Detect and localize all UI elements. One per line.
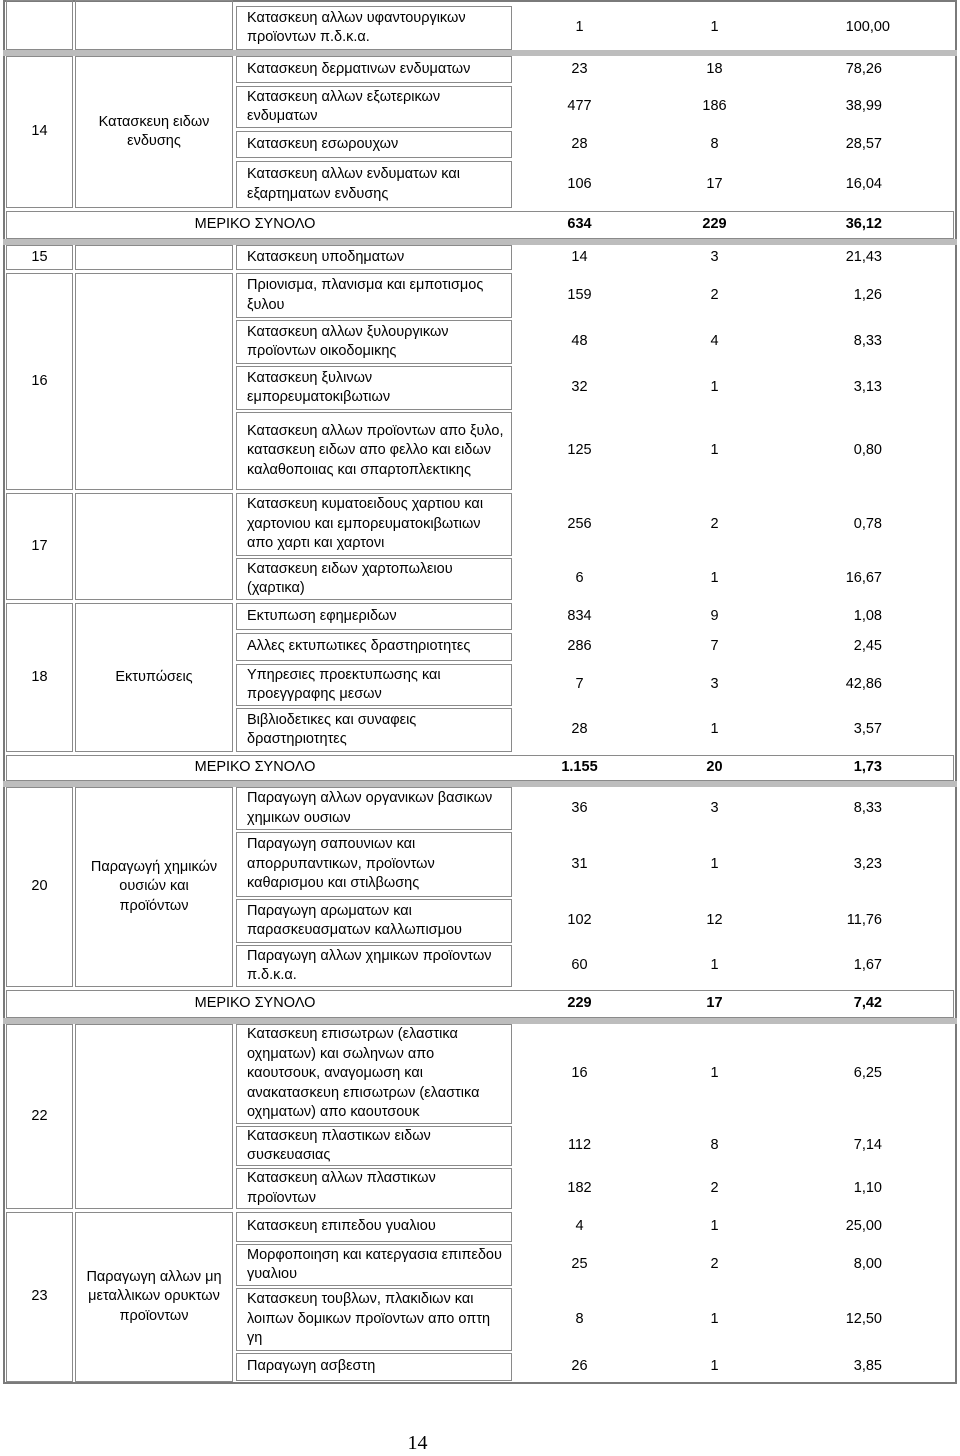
- value-percent: 78,26: [845, 60, 882, 77]
- subtotal-a: 634: [567, 216, 592, 233]
- activity-description: Κατασκευη αλλων ξυλουργικων προϊοντων οικοδομικης: [236, 320, 512, 364]
- page-number: 14: [407, 1432, 428, 1454]
- group-name: Κατασκευη ειδων ενδυσης: [75, 56, 233, 208]
- activity-description: Υπηρεσιες προεκτυπωσης και προεγγραφης μεσων: [236, 664, 512, 706]
- value-percent: 3,23: [853, 855, 882, 872]
- value-a: 4: [575, 1218, 584, 1235]
- group-code-cell: [6, 0, 73, 50]
- subtotal-b: 20: [706, 759, 723, 776]
- value-b: 7: [710, 638, 719, 655]
- value-a: 32: [571, 379, 588, 396]
- subtotal-percent: 36,12: [845, 216, 882, 233]
- subtotal-label: ΜΕΡΙΚΟ ΣΥΝΟΛΟ: [194, 759, 316, 776]
- value-percent: 8,00: [853, 1256, 882, 1273]
- value-b: 1: [710, 442, 719, 459]
- activity-description: Παραγωγη αλλων χημικων προϊοντων π.δ.κ.α.: [236, 945, 512, 987]
- value-percent: 7,14: [853, 1137, 882, 1154]
- value-b: 2: [710, 1256, 719, 1273]
- value-percent: 1,08: [853, 607, 882, 624]
- subtotal-b: 17: [706, 995, 723, 1012]
- value-a: 48: [571, 333, 588, 350]
- value-percent: 28,57: [845, 135, 882, 152]
- value-b: 18: [706, 60, 723, 77]
- group-name-cell: [75, 273, 233, 490]
- subtotal-label: ΜΕΡΙΚΟ ΣΥΝΟΛΟ: [194, 995, 316, 1012]
- activity-description: Παραγωγη αλλων οργανικων βασικων χημικων ουσιων: [236, 787, 512, 830]
- activity-description: Πριονισμα, πλανισμα και εμποτισμος ξυλου: [236, 273, 512, 318]
- value-percent: 3,57: [853, 721, 882, 738]
- activity-description: Βιβλιοδετικες και συναφεις δραστηριοτητες: [236, 708, 512, 752]
- value-b: 1: [710, 721, 719, 738]
- value-b: 8: [710, 1137, 719, 1154]
- value-a: 159: [567, 286, 592, 303]
- value-percent: 8,33: [853, 799, 882, 816]
- value-b: 3: [710, 799, 719, 816]
- value-a: 102: [567, 912, 592, 929]
- value-b: 2: [710, 515, 719, 532]
- value-percent: 3,13: [853, 379, 882, 396]
- value-b: 9: [710, 607, 719, 624]
- subtotal-b: 229: [702, 216, 727, 233]
- value-b: 17: [706, 175, 723, 192]
- group-code: 17: [6, 493, 73, 600]
- value-percent: 12,50: [845, 1310, 882, 1327]
- value-b: 1: [710, 1358, 719, 1375]
- activity-description: Εκτυπωση εφημεριδων: [236, 603, 512, 630]
- activity-description: Κατασκευη αλλων πλαστικων προϊοντων: [236, 1168, 512, 1209]
- value-percent: 1,67: [853, 957, 882, 974]
- value-b: 1: [710, 855, 719, 872]
- value-b: 1: [710, 1218, 719, 1235]
- activity-description: Παραγωγη αρωματων και παρασκευασματων καλλωπισμου: [236, 899, 512, 943]
- group-name: Παραγωγη αλλων μη μεταλλικων ορυκτων προϊοντων: [75, 1212, 233, 1382]
- activity-description: Κατασκευη εσωρουχων: [236, 131, 512, 158]
- value-a: 16: [571, 1065, 588, 1082]
- activity-description: Κατασκευη πλαστικων ειδων συσκευασιας: [236, 1126, 512, 1166]
- group-code: 16: [6, 273, 73, 490]
- value-a: 1: [575, 19, 584, 36]
- activity-description: Κατασκευη αλλων προϊοντων απο ξυλο, κατασκευη ειδων απο φελλο και ειδων καλαθοποιιας και σπαρτοπλεκτικης: [236, 412, 512, 490]
- value-b: 8: [710, 135, 719, 152]
- value-a: 286: [567, 638, 592, 655]
- value-a: 256: [567, 515, 592, 532]
- value-a: 112: [567, 1137, 592, 1154]
- value-percent: 38,99: [845, 98, 882, 115]
- value-a: 14: [571, 248, 588, 265]
- activity-description: Κατασκευη αλλων εξωτερικων ενδυματων: [236, 86, 512, 128]
- value-a: 28: [571, 135, 588, 152]
- value-b: 1: [710, 957, 719, 974]
- subtotal-percent: 7,42: [853, 995, 882, 1012]
- activity-description: Κατασκευη κυματοειδους χαρτιου και χαρτονιου και εμπορευματοκιβωτιων απο χαρτι και χαρτονι: [236, 493, 512, 556]
- activity-description: Κατασκευη αλλων υφαντουργικων προϊοντων π.δ.κ.α.: [236, 6, 512, 50]
- value-b: 12: [706, 912, 723, 929]
- activity-description: Μορφοποιηση και κατεργασια επιπεδου γυαλιου: [236, 1244, 512, 1286]
- group-code: 23: [6, 1212, 73, 1382]
- value-percent: 0,80: [853, 442, 882, 459]
- activity-description: Κατασκευη τουβλων, πλακιδιων και λοιπων δομικων προϊοντων απο οπτη γη: [236, 1288, 512, 1351]
- group-code: 22: [6, 1024, 73, 1209]
- value-b: 3: [710, 248, 719, 265]
- value-a: 182: [567, 1179, 592, 1196]
- value-percent: 100,00: [845, 19, 890, 36]
- value-percent: 0,78: [853, 515, 882, 532]
- value-percent: 16,04: [845, 175, 882, 192]
- value-percent: 16,67: [845, 570, 882, 587]
- activity-description: Παραγωγη σαπουνιων και απορρυπαντικων, προϊοντων καθαρισμου και στιλβωσης: [236, 832, 512, 897]
- value-b: 3: [710, 676, 719, 693]
- value-a: 7: [575, 676, 584, 693]
- group-name-cell: [75, 0, 233, 50]
- group-name-cell: [75, 1024, 233, 1209]
- value-a: 25: [571, 1256, 588, 1273]
- activity-description: Αλλες εκτυπωτικες δραστηριοτητες: [236, 633, 512, 661]
- activity-description: Παραγωγη ασβεστη: [236, 1353, 512, 1381]
- value-percent: 1,26: [853, 286, 882, 303]
- value-a: 834: [567, 607, 592, 624]
- group-code: 15: [6, 245, 73, 270]
- value-a: 106: [567, 175, 592, 192]
- group-code: 14: [6, 56, 73, 208]
- value-a: 60: [571, 957, 588, 974]
- value-percent: 2,45: [853, 638, 882, 655]
- activity-description: Κατασκευη υποδηματων: [236, 245, 512, 270]
- value-b: 1: [710, 1065, 719, 1082]
- value-percent: 8,33: [853, 333, 882, 350]
- value-b: 1: [710, 570, 719, 587]
- value-b: 1: [710, 19, 719, 36]
- value-a: 6: [575, 570, 584, 587]
- value-a: 36: [571, 799, 588, 816]
- value-percent: 11,76: [846, 912, 882, 929]
- group-name: Παραγωγή χημικών ουσιών και προϊόντων: [75, 787, 233, 987]
- value-b: 1: [710, 379, 719, 396]
- value-a: 26: [571, 1358, 588, 1375]
- activity-description: Κατασκευη αλλων ενδυματων και εξαρτηματων ενδυσης: [236, 161, 512, 208]
- value-percent: 1,10: [853, 1179, 882, 1196]
- value-percent: 6,25: [853, 1065, 882, 1082]
- value-a: 31: [571, 855, 588, 872]
- group-code: 18: [6, 603, 73, 752]
- value-a: 23: [571, 60, 588, 77]
- group-name-cell: [75, 493, 233, 600]
- activity-description: Κατασκευη δερματινων ενδυματων: [236, 56, 512, 83]
- group-name-cell: [75, 245, 233, 270]
- activity-description: Κατασκευη επισωτρων (ελαστικα οχηματων) και σωληνων απο καουτσουκ, αναγομωση και ανακατασκευη επισωτρων (ελαστικα οχηματων) απο καουτσουκ: [236, 1024, 512, 1124]
- value-percent: 21,43: [845, 248, 882, 265]
- value-a: 28: [571, 721, 588, 738]
- value-b: 2: [710, 1179, 719, 1196]
- activity-description: Κατασκευη ειδων χαρτοπωλειου (χαρτικα): [236, 558, 512, 600]
- group-name: Εκτυπώσεις: [75, 603, 233, 752]
- value-b: 4: [710, 333, 719, 350]
- value-a: 125: [567, 442, 592, 459]
- subtotal-label: ΜΕΡΙΚΟ ΣΥΝΟΛΟ: [194, 216, 316, 233]
- value-percent: 25,00: [845, 1218, 882, 1235]
- subtotal-percent: 1,73: [853, 759, 882, 776]
- value-a: 8: [575, 1310, 584, 1327]
- subtotal-a: 1.155: [561, 759, 598, 776]
- subtotal-a: 229: [567, 995, 592, 1012]
- value-a: 477: [567, 98, 592, 115]
- value-percent: 42,86: [845, 676, 882, 693]
- value-percent: 3,85: [853, 1358, 882, 1375]
- value-b: 2: [710, 286, 719, 303]
- value-b: 186: [702, 98, 727, 115]
- group-code: 20: [6, 787, 73, 987]
- activity-description: Κατασκευη επιπεδου γυαλιου: [236, 1212, 512, 1242]
- activity-description: Κατασκευη ξυλινων εμπορευματοκιβωτιων: [236, 366, 512, 410]
- value-b: 1: [710, 1310, 719, 1327]
